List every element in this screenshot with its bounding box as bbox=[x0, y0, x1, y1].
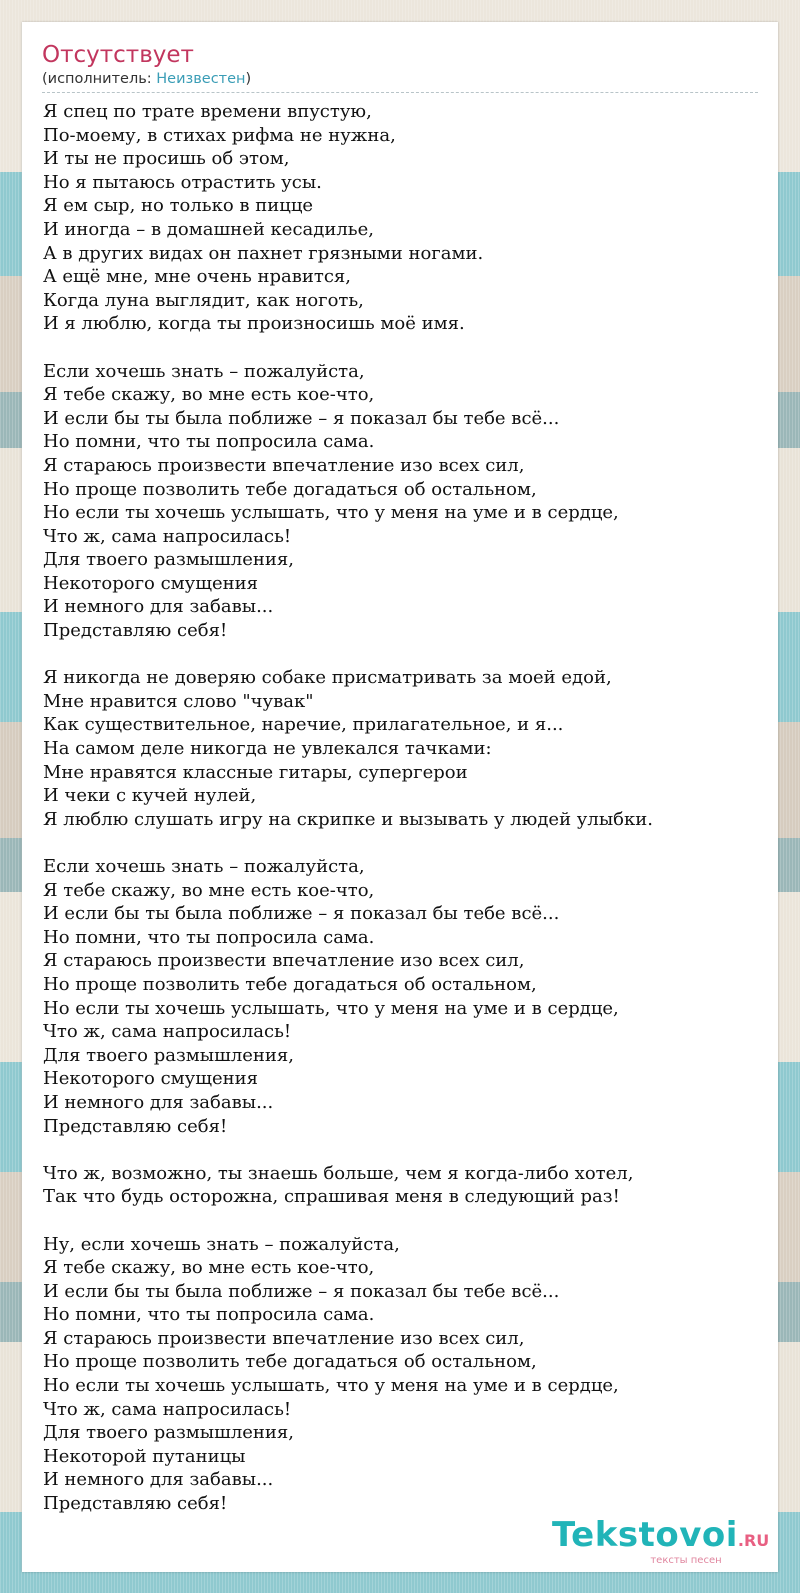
lyric-line: Но если ты хочешь услышать, что у меня на уме и в сердце, bbox=[43, 1375, 619, 1397]
lyric-line: И немного для забавы... bbox=[43, 596, 274, 618]
lyric-line: Представляю себя! bbox=[43, 1115, 228, 1137]
stanza-gap bbox=[43, 643, 763, 667]
lyric-line: Для твоего размышления, bbox=[43, 1044, 295, 1066]
lyric-line: Но помни, что ты попросила сама. bbox=[43, 431, 375, 453]
stanza-gap bbox=[43, 1209, 763, 1233]
stanza-gap bbox=[43, 1138, 763, 1162]
lyric-line: Но если ты хочешь услышать, что у меня на уме и в сердце, bbox=[43, 997, 619, 1019]
lyric-line: Некоторого смущения bbox=[43, 572, 258, 594]
lyric-line: Что ж, возможно, ты знаешь больше, чем я когда-либо хотел, bbox=[43, 1162, 634, 1184]
lyric-line: Я спец по трате времени впустую, bbox=[43, 101, 372, 122]
stanza-gap bbox=[43, 336, 763, 360]
lyric-line: Но помни, что ты попросила сама. bbox=[43, 1304, 375, 1326]
lyric-line: Мне нравится слово "чувак" bbox=[43, 690, 314, 712]
lyric-line: Но я пытаюсь отрастить усы. bbox=[43, 171, 322, 193]
song-header bbox=[42, 40, 758, 93]
lyric-line: И если бы ты была поближе – я показал бы тебе всё... bbox=[43, 903, 560, 925]
artist-prefix: (исполнитель: bbox=[42, 71, 157, 87]
lyric-line: Для твоего размышления, bbox=[43, 549, 295, 571]
site-logo[interactable] bbox=[552, 1515, 770, 1566]
lyric-line: Но помни, что ты попросила сама. bbox=[43, 926, 375, 948]
lyric-line: Представляю себя! bbox=[43, 1493, 228, 1515]
lyric-line: По-моему, в стихах рифма не нужна, bbox=[43, 124, 396, 146]
lyric-line: А в других видах он пахнет грязными ногами. bbox=[43, 242, 484, 264]
lyric-line: Мне нравятся классные гитары, супергерои bbox=[43, 761, 468, 783]
lyric-line: Я тебе скажу, во мне есть кое-что, bbox=[43, 1257, 375, 1279]
stanza-gap bbox=[43, 831, 763, 855]
lyrics-text bbox=[43, 100, 763, 1516]
lyric-line: И чеки с кучей нулей, bbox=[43, 785, 257, 807]
lyric-line: На самом деле никогда не увлекался тачками: bbox=[43, 738, 492, 760]
lyric-line: И если бы ты была поближе – я показал бы тебе всё... bbox=[43, 1280, 560, 1302]
lyric-line: И немного для забавы... bbox=[43, 1469, 274, 1491]
lyric-line: Ну, если хочешь знать – пожалуйста, bbox=[43, 1233, 400, 1255]
lyric-line: Некоторого смущения bbox=[43, 1068, 258, 1090]
lyric-line: Я люблю слушать игру на скрипке и вызывать у людей улыбки. bbox=[43, 808, 653, 830]
logo-wordmark bbox=[552, 1515, 770, 1559]
lyric-line: Что ж, сама напросилась! bbox=[43, 1398, 292, 1420]
artist-link[interactable]: Неизвестен bbox=[156, 71, 246, 87]
lyric-line: Я тебе скажу, во мне есть кое-что, bbox=[43, 384, 375, 406]
lyric-line: И я люблю, когда ты произносишь моё имя. bbox=[43, 313, 465, 335]
logo-name: Tekstovoi bbox=[552, 1515, 738, 1555]
lyric-line: Я ем сыр, но только в пицце bbox=[43, 195, 314, 217]
lyric-line: Так что будь осторожна, спрашивая меня в следующий раз! bbox=[43, 1186, 620, 1208]
lyric-line: Некоторой путаницы bbox=[43, 1445, 246, 1467]
lyric-line: Я тебе скажу, во мне есть кое-что, bbox=[43, 879, 375, 901]
lyric-line: А ещё мне, мне очень нравится, bbox=[43, 266, 351, 288]
lyric-line: Если хочешь знать – пожалуйста, bbox=[43, 856, 365, 877]
lyric-line: И иногда – в домашней кесадилье, bbox=[43, 218, 374, 240]
lyric-line: Что ж, сама напросилась! bbox=[43, 525, 292, 547]
lyric-line: Представляю себя! bbox=[43, 620, 228, 642]
lyric-line: Я никогда не доверяю собаке присматривать за моей едой, bbox=[43, 667, 612, 689]
lyric-line: Но проще позволить тебе догадаться об остальном, bbox=[43, 1351, 537, 1373]
lyric-line: Я стараюсь произвести впечатление изо всех сил, bbox=[43, 454, 525, 476]
logo-tagline: тексты песен bbox=[650, 1555, 722, 1566]
lyric-line: Я стараюсь произвести впечатление изо всех сил, bbox=[43, 1327, 525, 1349]
lyric-line: Когда луна выглядит, как ноготь, bbox=[43, 289, 364, 311]
lyric-line: И ты не просишь об этом, bbox=[43, 148, 290, 170]
lyric-line: Что ж, сама напросилась! bbox=[43, 1021, 292, 1043]
lyric-line: Но проще позволить тебе догадаться об остальном, bbox=[43, 478, 537, 500]
lyric-line: И немного для забавы... bbox=[43, 1091, 274, 1113]
lyric-line: Но проще позволить тебе догадаться об остальном, bbox=[43, 973, 537, 995]
lyrics-page-card bbox=[22, 22, 778, 1572]
lyric-line: Если хочешь знать – пожалуйста, bbox=[43, 360, 365, 382]
lyric-line: Как существительное, наречие, прилагательное, и я... bbox=[43, 714, 564, 736]
song-title: Отсутствует bbox=[42, 42, 194, 68]
logo-tld: .RU bbox=[737, 1531, 770, 1550]
lyric-line: Но если ты хочешь услышать, что у меня на уме и в сердце, bbox=[43, 502, 619, 524]
lyric-line: Для твоего размышления, bbox=[43, 1422, 295, 1444]
artist-line bbox=[42, 70, 758, 88]
lyric-line: Я стараюсь произвести впечатление изо всех сил, bbox=[43, 950, 525, 972]
artist-suffix: ) bbox=[245, 71, 252, 87]
lyric-line: И если бы ты была поближе – я показал бы тебе всё... bbox=[43, 407, 560, 429]
